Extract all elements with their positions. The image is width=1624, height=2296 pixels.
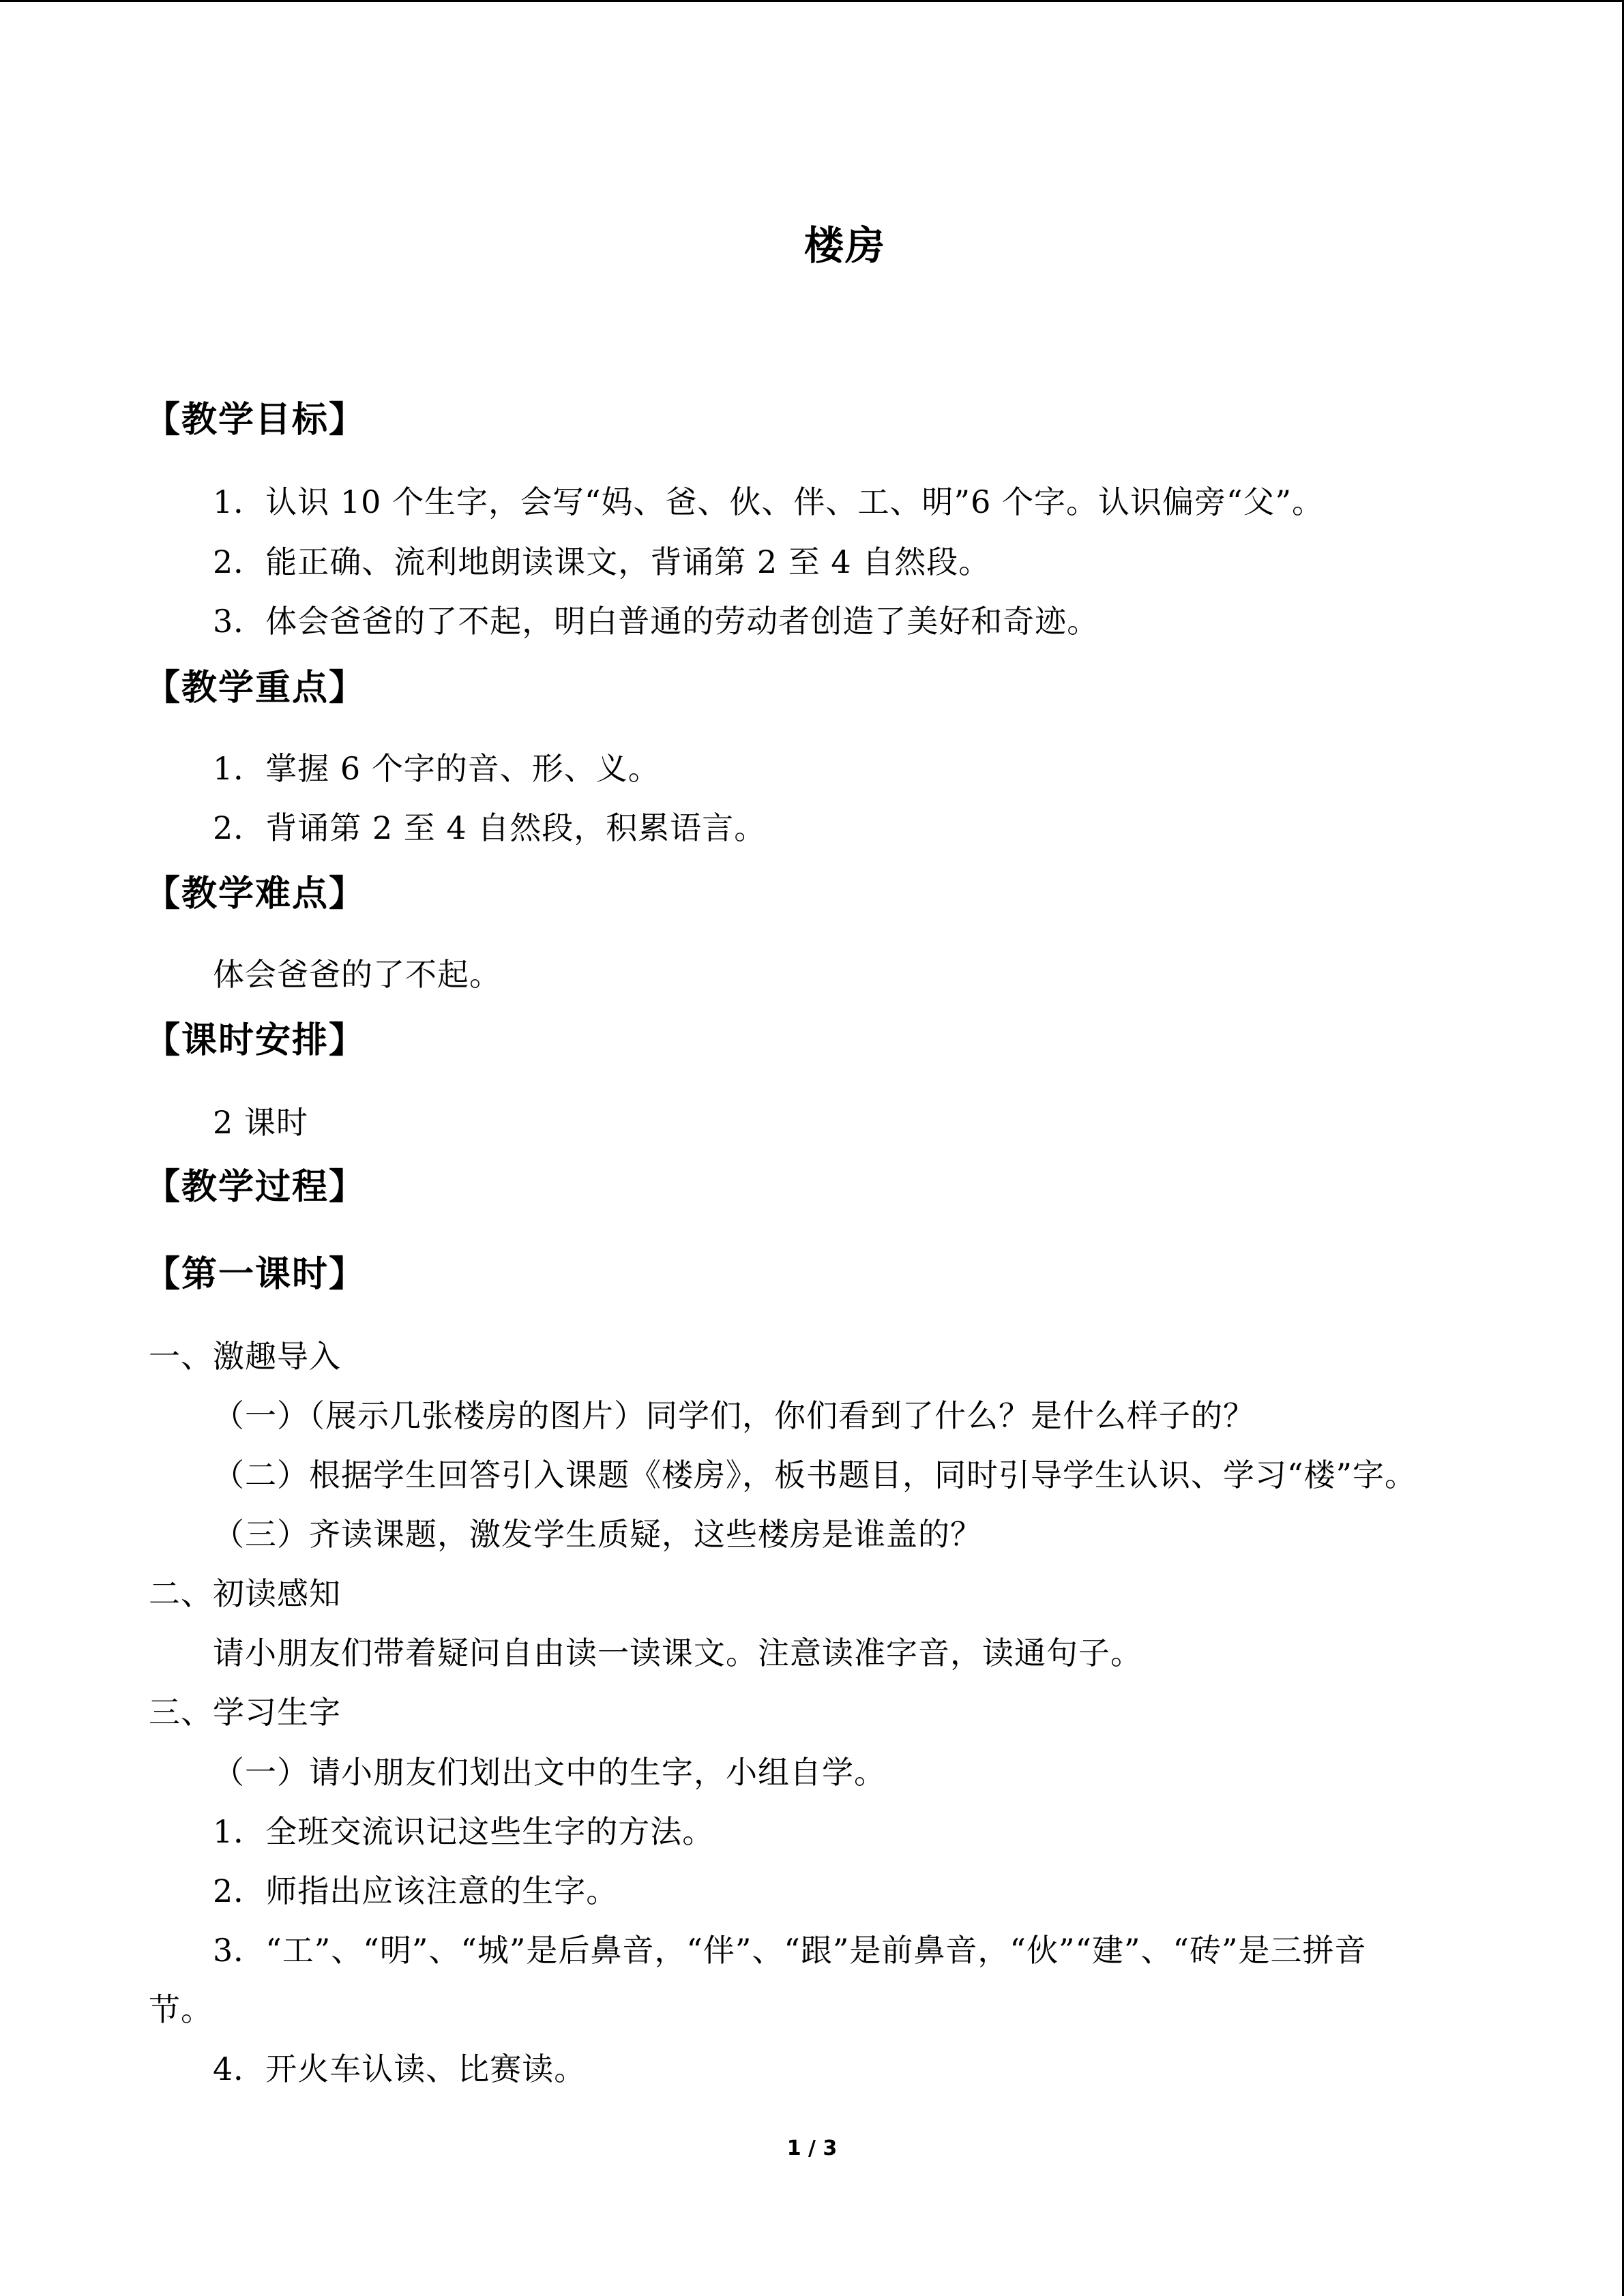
- heading-difficulties: 【教学难点】: [145, 873, 366, 914]
- part2-title: 二、初读感知: [149, 1575, 341, 1612]
- page-number: 1 / 3: [786, 2136, 838, 2160]
- difficulty-item-1: 体会爸爸的了不起。: [213, 956, 501, 993]
- document-title: 楼房: [803, 222, 886, 269]
- key-point-item-1: 1．掌握 6 个字的音、形、义。: [213, 750, 660, 787]
- schedule-item-1: 2 课时: [213, 1104, 308, 1141]
- objective-item-1: 1．认识 10 个生字，会写“妈、爸、伙、伴、工、明”6 个字。认识偏旁“父”。: [213, 483, 1324, 520]
- heading-process: 【教学过程】: [145, 1166, 366, 1208]
- part1-item-3: （三）齐读课题，激发学生质疑，这些楼房是谁盖的？: [213, 1516, 982, 1553]
- part1-title: 一、激趣导入: [149, 1338, 341, 1375]
- part1-item-1: （一）（展示几张楼房的图片）同学们，你们看到了什么？是什么样子的？: [213, 1397, 1255, 1434]
- objective-item-3: 3．体会爸爸的了不起，明白普通的劳动者创造了美好和奇迹。: [213, 603, 1099, 640]
- part3-title: 三、学习生字: [149, 1694, 341, 1731]
- objective-item-2: 2．能正确、流利地朗读课文，背诵第 2 至 4 自然段。: [213, 543, 991, 580]
- part1-item-2: （二）根据学生回答引入课题《楼房》，板书题目，同时引导学生认识、学习“楼”字。: [213, 1457, 1417, 1493]
- part3-item-1: （一）请小朋友们划出文中的生字，小组自学。: [213, 1754, 886, 1791]
- heading-lesson1: 【第一课时】: [145, 1253, 366, 1295]
- heading-schedule: 【课时安排】: [145, 1019, 366, 1061]
- part3-item-4-continued: 节。: [149, 1991, 213, 2028]
- part3-item-3: 2．师指出应该注意的生字。: [213, 1873, 619, 1909]
- part3-item-5: 4．开火车认读、比赛读。: [213, 2051, 587, 2087]
- part2-item-1: 请小朋友们带着疑问自由读一读课文。注意读准字音，读通句子。: [213, 1635, 1142, 1671]
- part3-item-2: 1．全班交流识记这些生字的方法。: [213, 1813, 715, 1850]
- key-point-item-2: 2．背诵第 2 至 4 自然段，积累语言。: [213, 809, 767, 846]
- part3-item-4: 3．“工”、“明”、“城”是后鼻音，“伴”、“跟”是前鼻音，“伙”“建”、“砖”是三拼音: [213, 1932, 1367, 1969]
- heading-key-points: 【教学重点】: [145, 667, 366, 709]
- heading-objectives: 【教学目标】: [145, 399, 366, 441]
